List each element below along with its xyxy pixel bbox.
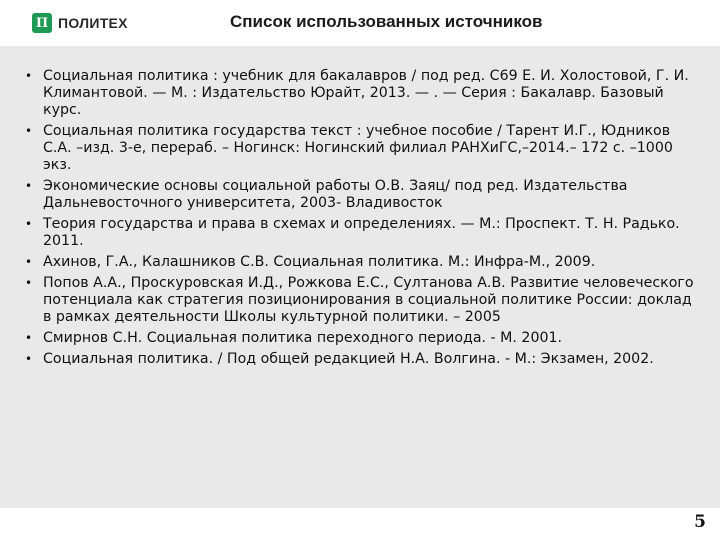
list-item: [22, 68, 702, 119]
list-item: [22, 123, 702, 174]
bullet-icon: •: [25, 124, 33, 138]
list-item: [22, 254, 702, 271]
bullet-icon: •: [25, 69, 33, 83]
bullet-icon: •: [25, 331, 33, 345]
politech-logo-icon: П: [32, 13, 52, 33]
source-text: Социальная политика : учебник для бакалавров / под ред. С69 Е. И. Холостовой, Г. И. Климантовой. — М. : Издательство Юрайт, 2013. — . — Серия : Бакалавр. Базовый курс.: [43, 68, 689, 118]
content-panel: [0, 46, 720, 508]
bullet-icon: •: [25, 255, 33, 269]
source-text: Попов А.А., Проскуровская И.Д., Рожкова Е.С., Султанова А.В. Развитие человеческого потенциала как стратегия позиционирования в социальной политике России: доклад в рамках деятельности Школы культурной политики. – 2005: [43, 275, 694, 325]
bullet-icon: •: [25, 352, 33, 366]
bullet-icon: •: [25, 179, 33, 193]
politech-logo: [32, 12, 128, 34]
page-number: 5: [694, 512, 706, 532]
list-item: [22, 351, 702, 368]
logo-text: ПОЛИТЕХ: [58, 15, 128, 31]
source-text: Ахинов, Г.А., Калашников С.В. Социальная политика. М.: Инфра-М., 2009.: [43, 254, 596, 270]
sources-list: [22, 68, 702, 372]
list-item: [22, 216, 702, 250]
source-text: Социальная политика. / Под общей редакцией Н.А. Волгина. - М.: Экзамен, 2002.: [43, 351, 654, 367]
source-text: Социальная политика государства текст : учебное пособие / Тарент И.Г., Юдников С.А. –изд. 3-е, перераб. – Ногинск: Ногинский филиал РАНХиГС,–2014.– 172 с. –1000 экз.: [43, 123, 673, 173]
list-item: [22, 275, 702, 326]
list-item: [22, 330, 702, 347]
slide-header: [0, 0, 720, 46]
bullet-icon: •: [25, 276, 33, 290]
slide-title: Список использованных источников: [230, 12, 543, 31]
bullet-icon: •: [25, 217, 33, 231]
list-item: [22, 178, 702, 212]
source-text: Теория государства и права в схемах и определениях. — М.: Проспект. Т. Н. Радько. 2011.: [43, 216, 680, 249]
source-text: Экономические основы социальной работы О.В. Заяц/ под ред. Издательства Дальневосточного университета, 2003- Владивосток: [43, 178, 628, 211]
source-text: Смирнов С.Н. Социальная политика переходного периода. - М. 2001.: [43, 330, 563, 346]
